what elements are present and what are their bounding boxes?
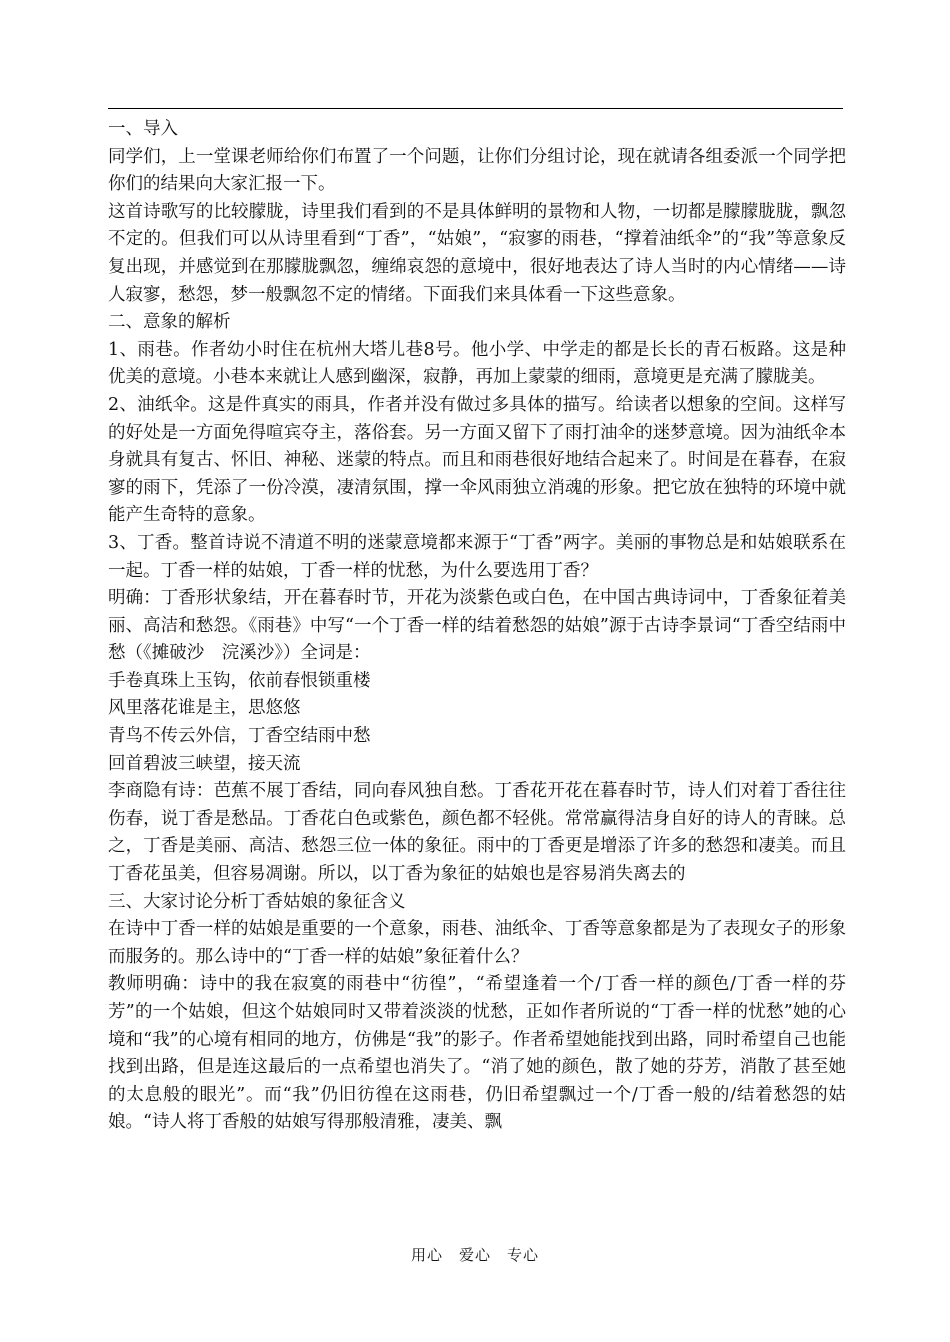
paragraph: 2、油纸伞。这是件真实的雨具，作者并没有做过多具体的描写。给读者以想象的空间。这样写的好处是一方面免得喧宾夺主，落俗套。另一方面又留下了雨打油伞的迷梦意境。因为油纸伞本身就具有复古、怀旧、神秘、迷蒙的特点。而且和雨巷很好地结合起来了。时间是在暮春，在寂寥的雨下，凭添了一份冷漠，凄清氛围，撑一伞风雨独立消魂的形象。把它放在独特的环境中就能产生奇特的意象。 bbox=[108, 394, 846, 526]
poem-line: 回首碧波三峡望，接天流 bbox=[108, 753, 301, 774]
poem-line: 手卷真珠上玉钩，依前春恨锁重楼 bbox=[108, 670, 371, 691]
paragraph: 教师明确：诗中的我在寂寞的雨巷中“彷徨”，“希望逢着一个/丁香一样的颜色/丁香一样的芬芳”的一个姑娘，但这个姑娘同时又带着淡淡的忧愁，正如作者所说的“丁香一样的忧愁”她的心境和“我”的心境有相同的地方，仿佛是“我”的影子。作者希望她能找到出路，同时希望自己也能找到出路，但是连这最后的一点希望也消失了。“消了她的颜色，散了她的芬芳，消散了甚至她的太息般的眼光”。而“我”仍旧彷徨在这雨巷，仍旧希望飘过一个/丁香一般的/结着愁怨的姑娘。“诗人将丁香般的姑娘写得那般清雅，凄美、飘 bbox=[108, 974, 846, 1133]
page-footer: 用心 爱心 专心 bbox=[410, 1246, 539, 1264]
paragraph: 1、雨巷。作者幼小时住在杭州大塔儿巷8号。他小学、中学走的都是长长的青石板路。这是种优美的意境。小巷本来就让人感到幽深，寂静，再加上蒙蒙的细雨，意境更是充满了朦胧美。 bbox=[108, 339, 846, 388]
poem-line: 青鸟不传云外信，丁香空结雨中愁 bbox=[108, 726, 371, 747]
document-body bbox=[108, 116, 846, 1137]
header-rule bbox=[108, 108, 843, 109]
heading-discussion: 三、大家讨论分析丁香姑娘的象征含义 bbox=[108, 891, 406, 912]
heading-intro: 一、导入 bbox=[108, 119, 178, 139]
paragraph: 明确：丁香形状象结，开在暮春时节，开花为淡紫色或白色，在中国古典诗词中，丁香象征着美丽、高洁和愁怨。《雨巷》中写“一个丁香一样的结着愁怨的姑娘”源于古诗李景词“丁香空结雨中愁（《摊破沙 浣溪沙》）全词是： bbox=[108, 588, 846, 664]
paragraph: 3、丁香。整首诗说不清道不明的迷蒙意境都来源于“丁香”两字。美丽的事物总是和姑娘联系在一起。丁香一样的姑娘，丁香一样的忧愁，为什么要选用丁香？ bbox=[108, 532, 846, 581]
poem-line: 风里落花谁是主，思悠悠 bbox=[108, 698, 301, 719]
heading-imagery-analysis: 二、意象的解析 bbox=[108, 312, 231, 333]
paragraph: 李商隐有诗：芭蕉不展丁香结，同向春风独自愁。丁香花开花在暮春时节，诗人们对着丁香往往伤春，说丁香是愁品。丁香花白色或紫色，颜色都不轻佻。常常赢得洁身自好的诗人的青睐。总之，丁香是美丽、高洁、愁怨三位一体的象征。雨中的丁香更是增添了许多的愁怨和凄美。而且丁香花虽美，但容易凋谢。所以，以丁香为象征的姑娘也是容易消失离去的 bbox=[108, 781, 846, 885]
paragraph: 在诗中丁香一样的姑娘是重要的一个意象，雨巷、油纸伞、丁香等意象都是为了表现女子的形象而服务的。那么诗中的“丁香一样的姑娘”象征着什么？ bbox=[108, 919, 846, 967]
paragraph: 同学们，上一堂课老师给你们布置了一个问题，让你们分组讨论，现在就请各组委派一个同学把你们的结果向大家汇报一下。 bbox=[108, 146, 846, 195]
paragraph: 这首诗歌写的比较朦胧，诗里我们看到的不是具体鲜明的景物和人物，一切都是朦朦胧胧，飘忽不定的。但我们可以从诗里看到“丁香”，“姑娘”，“寂寥的雨巷，“撑着油纸伞”的“我”等意象反复出现，并感觉到在那朦胧飘忽，缠绵哀怨的意境中，很好地表达了诗人当时的内心情绪——诗人寂寥，愁怨，梦一般飘忽不定的情绪。下面我们来具体看一下这些意象。 bbox=[108, 201, 846, 305]
